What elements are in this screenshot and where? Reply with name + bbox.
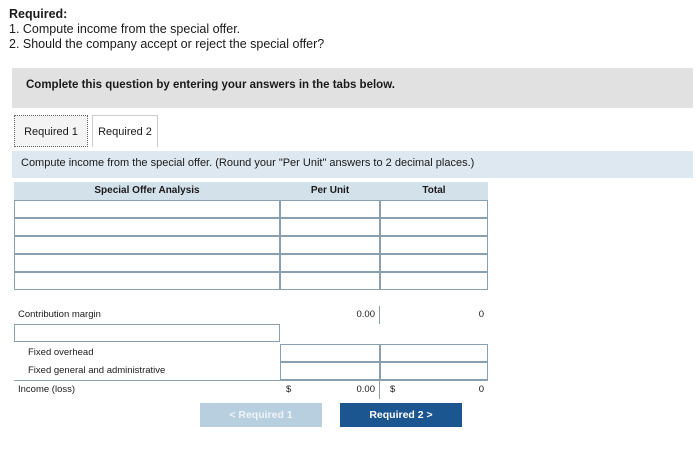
row-label-input[interactable]	[14, 236, 280, 254]
contribution-margin-row	[14, 306, 488, 324]
total-input[interactable]	[380, 272, 488, 290]
row-label-input[interactable]	[14, 218, 280, 236]
fixed-overhead-label: Fixed overhead	[28, 347, 94, 358]
next-required-2-button[interactable]: Required 2 >	[340, 403, 462, 427]
prompt-bar	[12, 151, 693, 178]
prompt-text: Compute income from the special offer. (Round your "Per Unit" answers to 2 decimal places.)	[21, 157, 475, 169]
contribution-margin-label: Contribution margin	[18, 309, 101, 320]
tab-required-1[interactable]: Required 1	[14, 115, 88, 147]
income-dollar-sign-total: $	[390, 384, 396, 395]
per-unit-input[interactable]	[280, 200, 380, 218]
fixed-admin-label: Fixed general and administrative	[28, 365, 166, 376]
contribution-margin-total: 0	[478, 309, 484, 320]
table-row	[14, 254, 488, 272]
per-unit-input[interactable]	[280, 218, 380, 236]
instruction-text: Complete this question by entering your answers in the tabs below.	[26, 79, 395, 91]
table-row-spacer	[14, 290, 488, 306]
row-label-input[interactable]	[14, 200, 280, 218]
tab-required-2[interactable]: Required 2	[92, 115, 158, 147]
fixed-overhead-per-unit-input[interactable]	[280, 344, 380, 362]
fixed-admin-row	[14, 362, 488, 380]
per-unit-input[interactable]	[280, 254, 380, 272]
table-row	[14, 218, 488, 236]
total-input[interactable]	[380, 200, 488, 218]
required-title: Required:	[9, 7, 68, 21]
header-per-unit: Per Unit	[280, 182, 380, 200]
income-label: Income (loss)	[18, 384, 76, 395]
contribution-margin-per-unit: 0.00	[280, 306, 380, 324]
table-row	[14, 200, 488, 218]
total-input[interactable]	[380, 236, 488, 254]
required-item-1: 1. Compute income from the special offer.	[9, 22, 241, 36]
fixed-admin-per-unit-input[interactable]	[280, 362, 380, 380]
total-input[interactable]	[380, 254, 488, 272]
table-row	[14, 236, 488, 254]
income-total: 0	[478, 384, 484, 395]
table-row	[14, 272, 488, 290]
header-analysis: Special Offer Analysis	[14, 182, 280, 200]
special-offer-table	[14, 182, 488, 400]
per-unit-input[interactable]	[280, 272, 380, 290]
header-total: Total	[380, 182, 488, 200]
fixed-overhead-row	[14, 344, 488, 362]
fixed-overhead-total-input[interactable]	[380, 344, 488, 362]
instruction-bar	[12, 68, 693, 108]
income-per-unit: 0.00	[280, 381, 380, 399]
total-input[interactable]	[380, 218, 488, 236]
row-label-input[interactable]	[14, 254, 280, 272]
table-row	[14, 324, 488, 342]
prev-required-1-button[interactable]: < Required 1	[200, 403, 322, 427]
requirements-block	[9, 7, 324, 52]
fixed-admin-total-input[interactable]	[380, 362, 488, 380]
income-row	[14, 380, 488, 398]
row-label-input[interactable]	[14, 324, 280, 342]
row-label-input[interactable]	[14, 272, 280, 290]
per-unit-input[interactable]	[280, 236, 380, 254]
required-item-2: 2. Should the company accept or reject the special offer?	[9, 37, 325, 51]
income-dollar-sign: $	[286, 384, 292, 395]
